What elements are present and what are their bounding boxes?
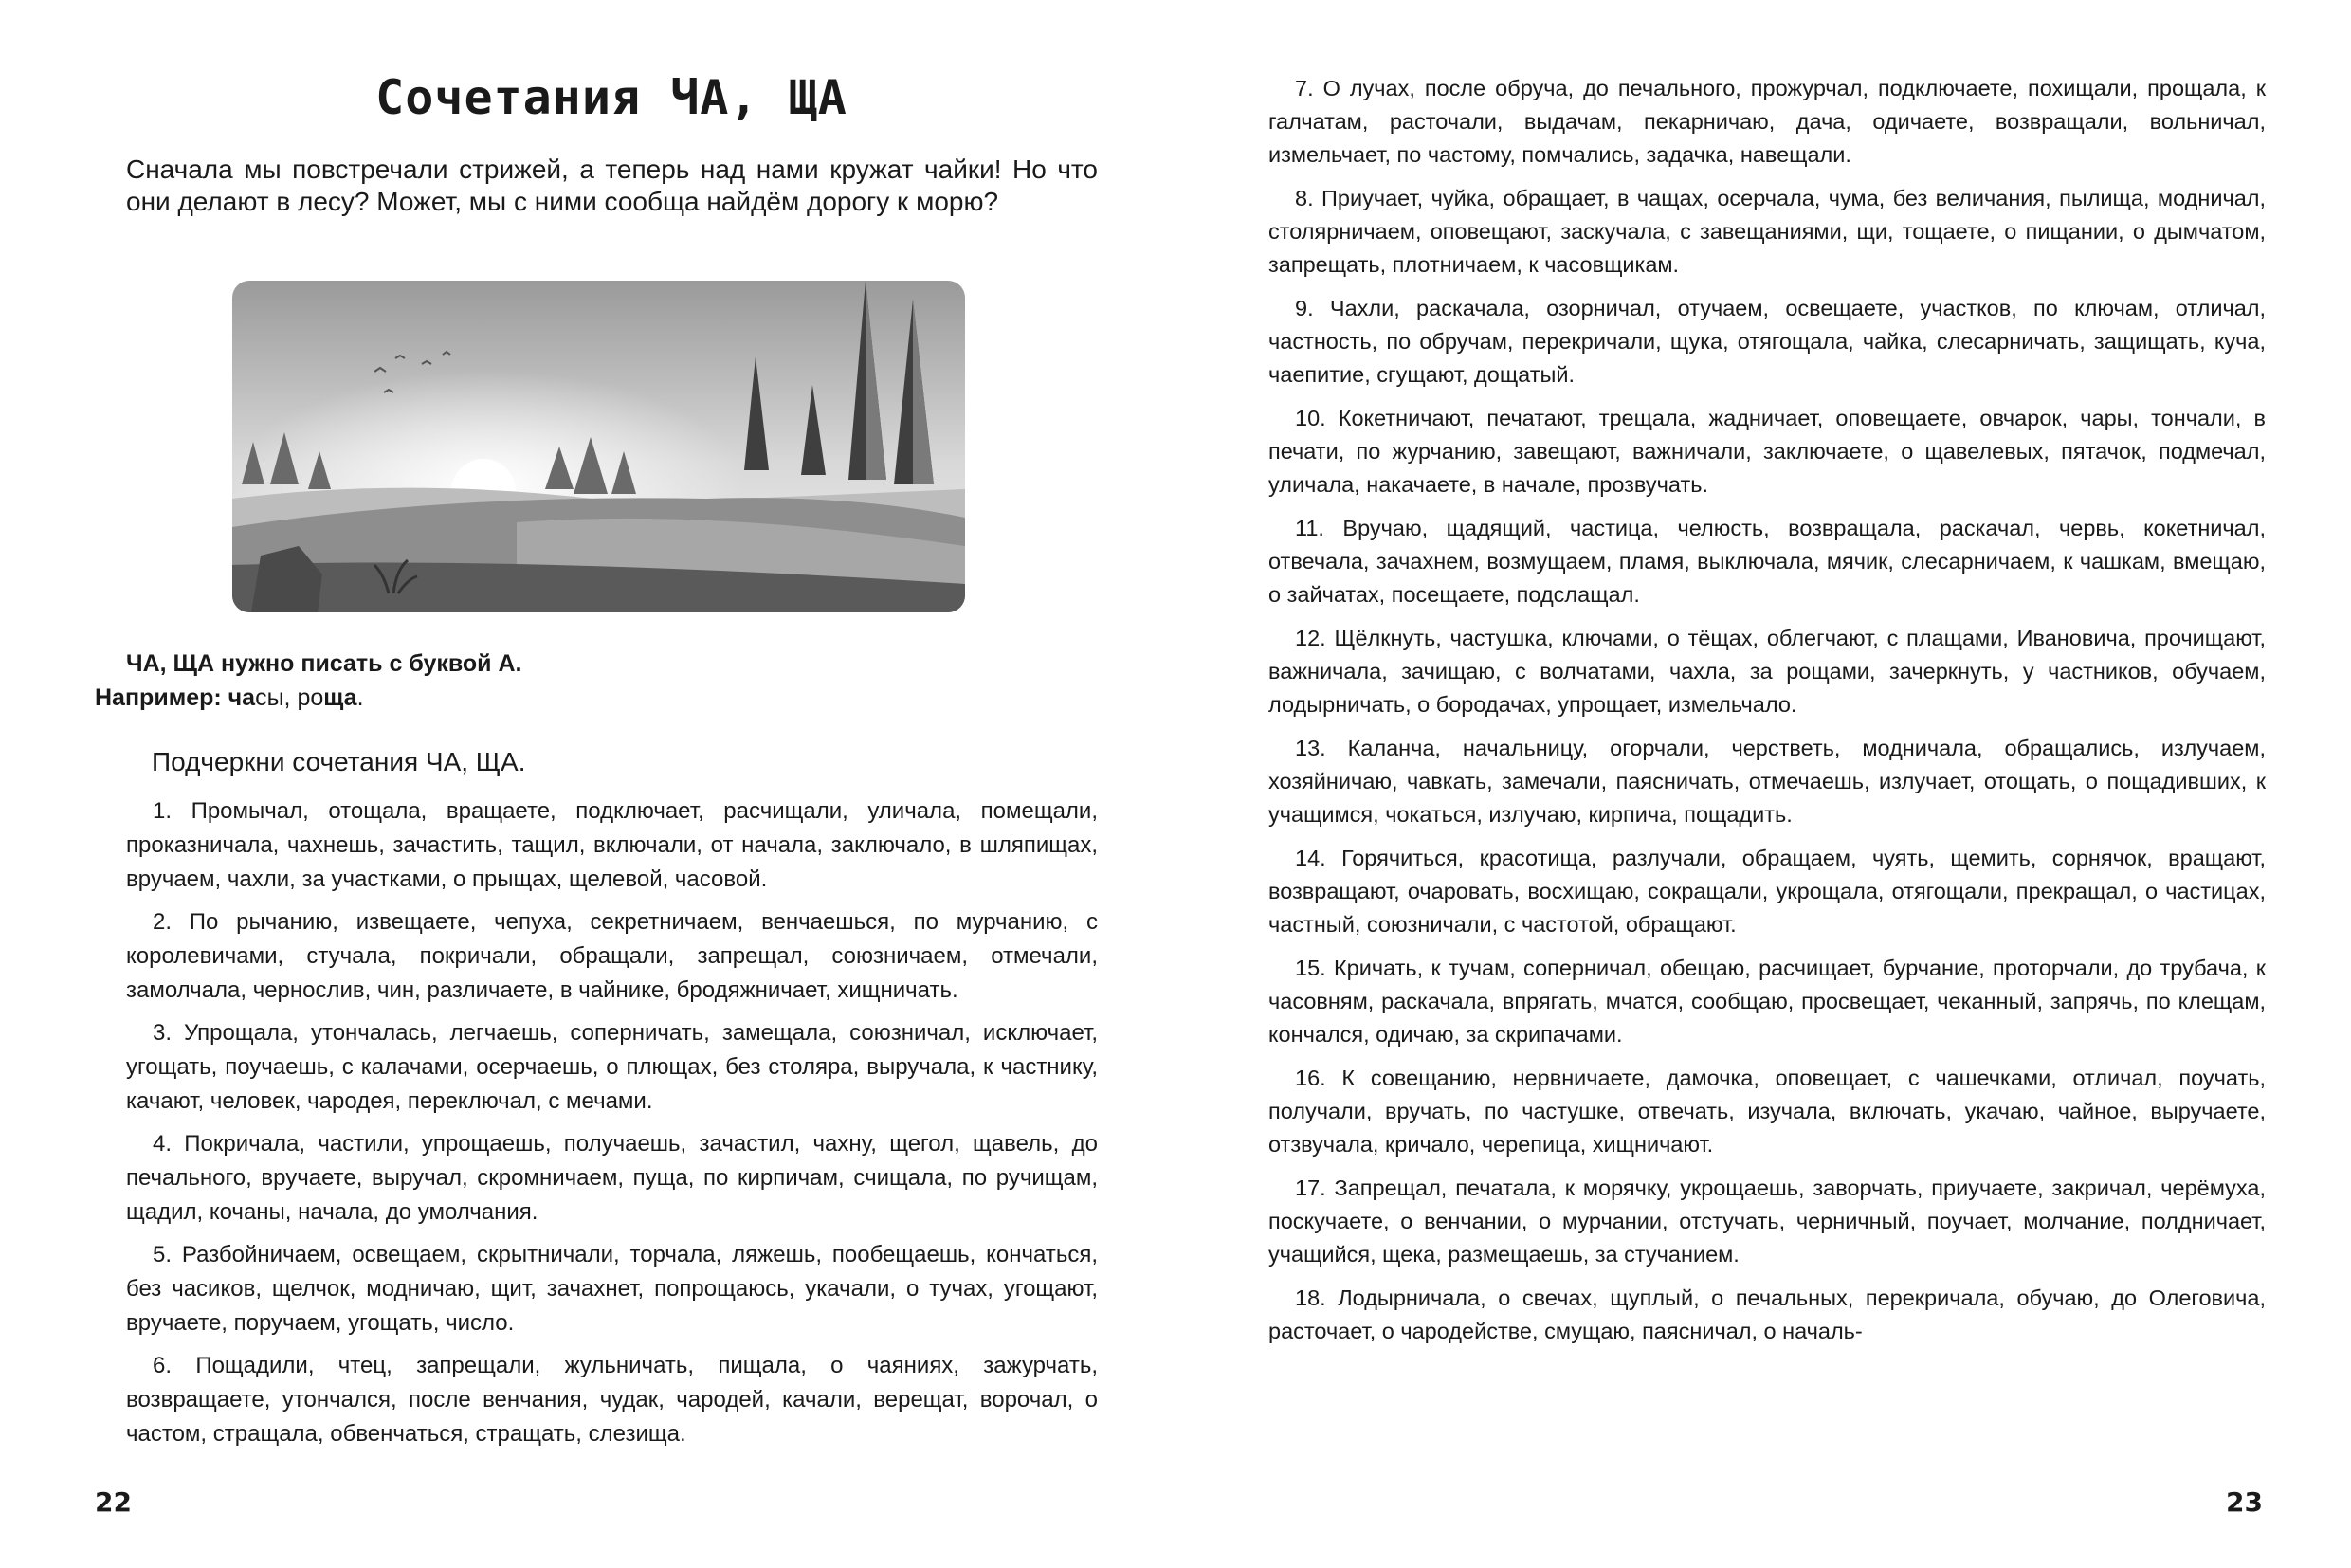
exercise-item: 9. Чахли, раскачала, озорничал, отучаем, освещаете, участков, по ключам, отличал, частность, по обручам, перекричали, щука, отягощала, чайка, слесарничать, защищать, куча, чаепитие, сгущают, дощатый. — [1268, 296, 2266, 387]
page-title: Сочетания ЧА, ЩА — [375, 70, 847, 125]
example-word-2-start: ро — [297, 684, 324, 711]
exercise-item: 10. Кокетничают, печатают, трещала, жадничает, оповещаете, овчарок, чары, тончали, в печати, по журчанию, завещают, важничали, заключаете, о щавелевых, пятачок, подмечал, уличала, накачаете, в начале, прозвучать. — [1268, 406, 2266, 497]
exercise-item: 2. По рычанию, извещаете, чепуха, секретничаем, венчаешься, по мурчанию, с королевичами, стучала, покричали, обращали, запрещал, союзничаем, отмечали, замолчала, чернослив, чин, различаете, в чайнике, бродяжничает, хищничать. — [126, 909, 1098, 1003]
exercise-item: 7. О лучах, после обруча, до печального, прожурчал, подключаете, похищали, прощала, к галчатам, расточали, выдачам, пекарничаю, дача, одичаете, возвращали, вольничал, измельчает, по частому, помчались, задачка, навещали. — [1268, 76, 2266, 167]
example-word-1-bold: ча — [228, 684, 256, 711]
page-number-right: 23 — [2226, 1486, 2263, 1518]
exercise-item: 4. Покричала, частили, упрощаешь, получаешь, зачастил, чахну, щегол, щавель, до печального, вручаете, выручал, скромничаем, пуща, по кирпичам, счищала, по ручищам, щадил, кочаны, начала, до умолчания. — [126, 1131, 1098, 1225]
exercise-item: 18. Лодырничала, о свечах, щуплый, о печальных, перекричала, обучаю, до Олеговича, расточает, о чародействе, смущаю, паясничал, о началь- — [1268, 1285, 2266, 1343]
exercise-item: 3. Упрощала, утончалась, легчаешь, соперничать, замещала, союзничал, исключает, угощать, поучаешь, с калачами, осерчаешь, о плющах, без столяра, выручала, к частнику, качают, человек, чародея, переключал, с мечами. — [126, 1020, 1098, 1114]
exercise-item: 6. Пощадили, чтец, запрещали, жульничать, пищала, о чаяниях, зажурчать, возвращаете, утончался, после венчания, чудак, чародей, качали, верещат, ворочал, о частом, стращала, обвенчаться, стращать, слезища. — [126, 1353, 1098, 1447]
rule-text: ЧА, ЩА нужно писать с буквой А. — [126, 650, 522, 677]
example-word-1-rest: сы, — [255, 684, 298, 711]
exercise-item: 5. Разбойничаем, освещаем, скрытничали, торчала, ляжешь, пообещаешь, кончаться, без часиков, щелчок, модничаю, щит, зачахнет, попрощаюсь, укачали, о тучах, угощают, вручаете, поручаем, угощать, число. — [126, 1242, 1098, 1336]
intro-text: Сначала мы повстречали стрижей, а теперь над нами кружат чайки! Но что они делают в лесу? Может, мы с ними сообща найдём дорогу к морю? — [126, 155, 1098, 216]
example-word-2-bold: ща — [323, 684, 357, 711]
exercise-item: 17. Запрещал, печатала, к морячку, укрощаешь, заворчать, приучаете, закричал, черёмуха, поскучаете, о венчании, о мурчании, отстучать, черничный, поучает, молчание, полдничает, учащийся, щека, размещаешь, за стучанием. — [1268, 1176, 2266, 1267]
page-number-left: 22 — [95, 1486, 132, 1518]
exercise-item: 15. Кричать, к тучам, соперничал, обещаю, расчищает, бурчание, проторчали, до трубача, к часовням, раскачала, впрягать, мчатся, сообщаю, просвещает, чеканный, запрячь, по клещам, кончался, одичаю, за скрипачами. — [1268, 956, 2266, 1047]
exercise-item: 1. Промычал, отощала, вращаете, подключает, расчищали, уличала, помещали, проказничала, чахнешь, зачастить, тащил, включали, от начала, заключало, в шляпищах, вручаем, чахли, за участками, о прыщах, щелевой, часовой. — [126, 798, 1098, 892]
example-end: . — [356, 684, 364, 711]
exercise-item: 16. К совещанию, нервничаете, дамочка, оповещает, с чашечками, отличал, поучать, получали, вручать, по частушке, отвечать, изучала, включать, укачаю, чайное, выручаете, отзвучала, кричало, черепица, хищничают. — [1268, 1066, 2266, 1157]
exercise-item: 14. Горячиться, красотища, разлучали, обращаем, чуять, щемить, сорнячок, вращают, возвращают, очаровать, восхищаю, сокращали, укрощала, отягощали, прекращал, о частицах, частный, союзничали, с частотой, обращают. — [1268, 846, 2266, 937]
task-instruction: Подчеркни сочетания ЧА, ЩА. — [152, 747, 526, 776]
exercise-item: 13. Каланча, начальницу, огорчали, черстветь, модничала, обращались, излучаем, хозяйничаю, чавкать, замечали, паясничать, отмечаешь, излучает, отощать, о пощадивших, к учащимся, чокаться, излучаю, кирпича, пощадить. — [1268, 736, 2266, 827]
example-label: Например: — [95, 684, 222, 711]
exercise-list-right — [1268, 72, 2266, 1358]
exercise-item: 12. Щёлкнуть, частушка, ключами, о тёщах, облегчают, с плащами, Ивановича, прочищают, важничала, зачищаю, с волчатами, чахла, за рощами, зачеркнуть, у частников, обучаем, лодырничать, о бородачах, упрощает, измельчало. — [1268, 626, 2266, 717]
exercise-item: 8. Приучает, чуйка, обращает, в чащах, осерчала, чума, без величания, пылища, модничал, столярничаем, оповещают, заскучала, с завещаниями, щи, тощаете, о пищании, о дымчатом, запрещать, плотничаем, к часовщикам. — [1268, 186, 2266, 277]
exercise-item: 11. Вручаю, щадящий, частица, челюсть, возвращала, раскачал, червь, кокетничал, отвечала, зачахнем, возмущаем, пламя, выключала, мячик, слесарничаем, к чашкам, вмещаю, о зайчатах, посещаете, подслащал. — [1268, 516, 2266, 607]
